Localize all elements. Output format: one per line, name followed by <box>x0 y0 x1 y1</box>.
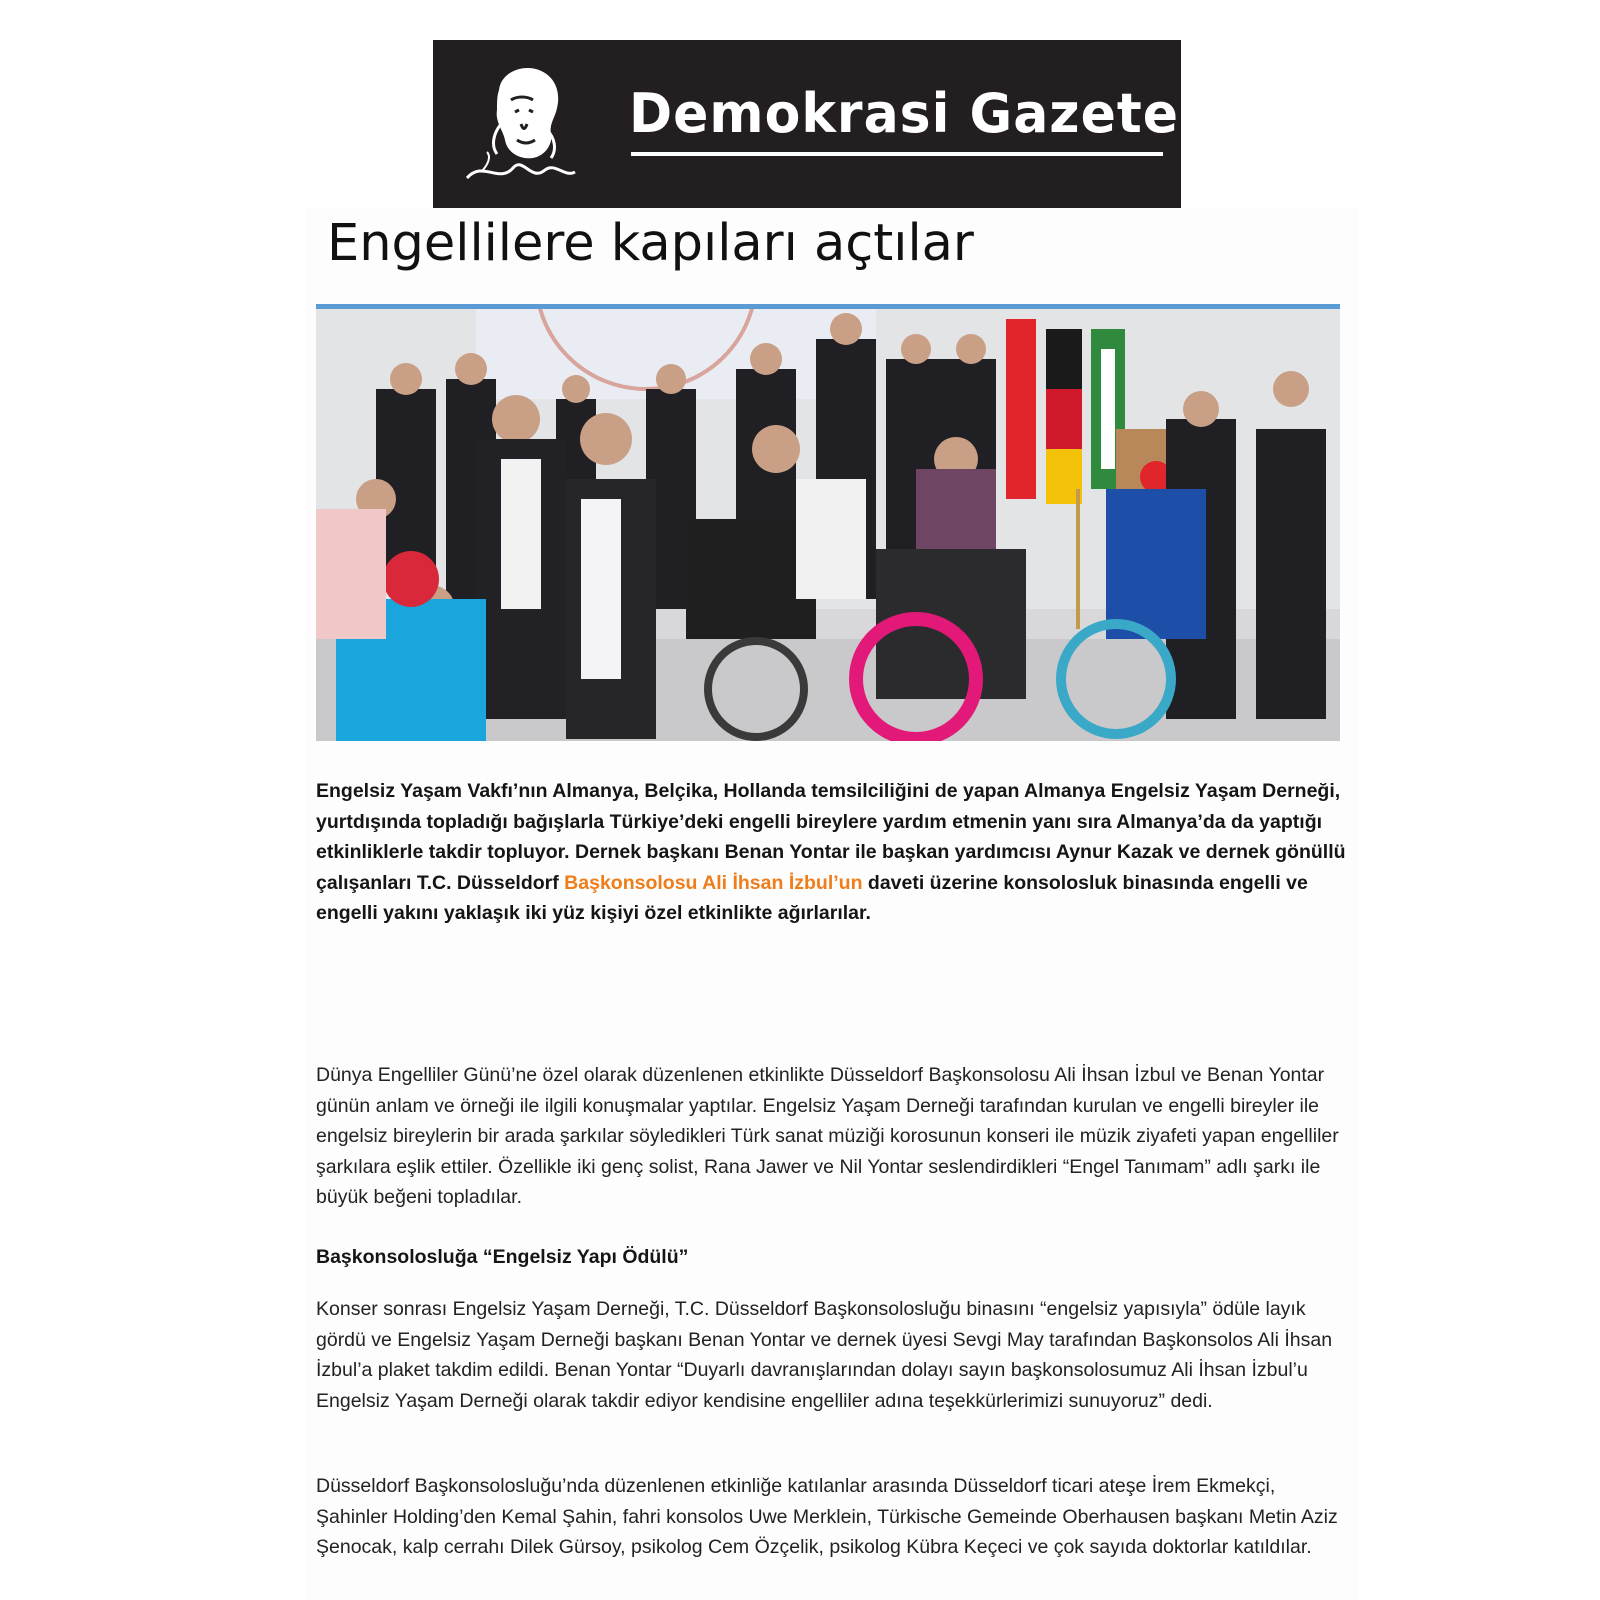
section-subheading: Başkonsolosluğa “Engelsiz Yapı Ödülü” <box>316 1246 689 1268</box>
lead-text-end: daveti üzerine konsolosluk binasında engelli ve engelli yakını yaklaşık iki yüz kişiyi özel etkinlikte ağırlarılar. <box>316 871 1308 925</box>
consul-highlight: Başkonsolosu Ali İhsan İzbul’un <box>564 871 863 894</box>
portrait-logo-icon <box>461 60 581 188</box>
article-title: Engellilere kapıları açtılar <box>327 214 974 273</box>
brand-name: Demokrasi Gazetesi <box>629 82 1230 146</box>
event-photo-icon <box>316 309 1340 741</box>
lead-text-start: Engelsiz Yaşam Vakfı’nın Almanya, Belçika, Hollanda temsilciliğini de yapan Almanya Engelsiz Yaşam Derneği, yurtdışında topladığı bağışlarla Türkiye’deki engelli bireylere yardım etmenin yanı sıra Almanya’da da yaptığı etkinliklerle takdir topluyor. Dernek başkanı Benan Yontar ile başkan yardımcısı Aynur Kazak ve dernek gönüllü çalışanları T.C. Düsseldorf <box>316 780 1346 894</box>
masthead <box>433 40 1230 208</box>
body-paragraph-1: Dünya Engelliler Günü’ne özel olarak düzenlenen etkinlikte Düsseldorf Başkonsolosu Ali İhsan İzbul ve Benan Yontar günün anlam ve örneği ile ilgili konuşmalar yaptılar. Engelsiz Yaşam Derneği tarafından kurulan ve engelli bireyler ile engelsiz bireylerin bir arada şarkılar söyledikleri Türk sanat müziği korosunun konseri ile müzik ziyafeti yapan engelliler şarkılara eşlik ettiler. Özellikle iki genç solist, Rana Jawer ve Nil Yontar seslendirdikleri “Engel Tanımam” adlı şarkı ile büyük beğeni topladılar. <box>316 1064 1339 1209</box>
body-paragraph-2: Konser sonrası Engelsiz Yaşam Derneği, T.C. Düsseldorf Başkonsolosluğu binasını “engelsiz yapısıyla” ödüle layık gördü ve Engelsiz Yaşam Derneği başkanı Benan Yontar ve dernek üyesi Sevgi May tarafından Başkonsolos Ali İhsan İzbul’a plaket takdim edildi. Benan Yontar “Duyarlı davranışlarından dolayı sayın başkonsolosumuz Ali İhsan İzbul’u Engelsiz Yaşam Derneği olarak takdir ediyor kendisine engelliler adına teşekkürlerimizi sunuyoruz” dedi. <box>316 1298 1333 1412</box>
body-paragraph-3: Düsseldorf Başkonsolosluğu’nda düzenlenen etkinliğe katılanlar arasında Düsseldorf ticari ateşe İrem Ekmekçi, Şahinler Holding’den Kemal Şahin, fahri konsolos Uwe Merklein, Türkische Gemeinde Oberhausen başkanı Metin Aziz Şenocak, kalp cerrahı Dilek Gürsoy, psikolog Cem Özçelik, psikolog Kübra Keçeci ve çok sayıda doktorlar katıldılar. <box>316 1475 1338 1559</box>
event-photo <box>316 309 1340 741</box>
lead-paragraph <box>316 776 1346 929</box>
brand-underline <box>631 152 1163 156</box>
